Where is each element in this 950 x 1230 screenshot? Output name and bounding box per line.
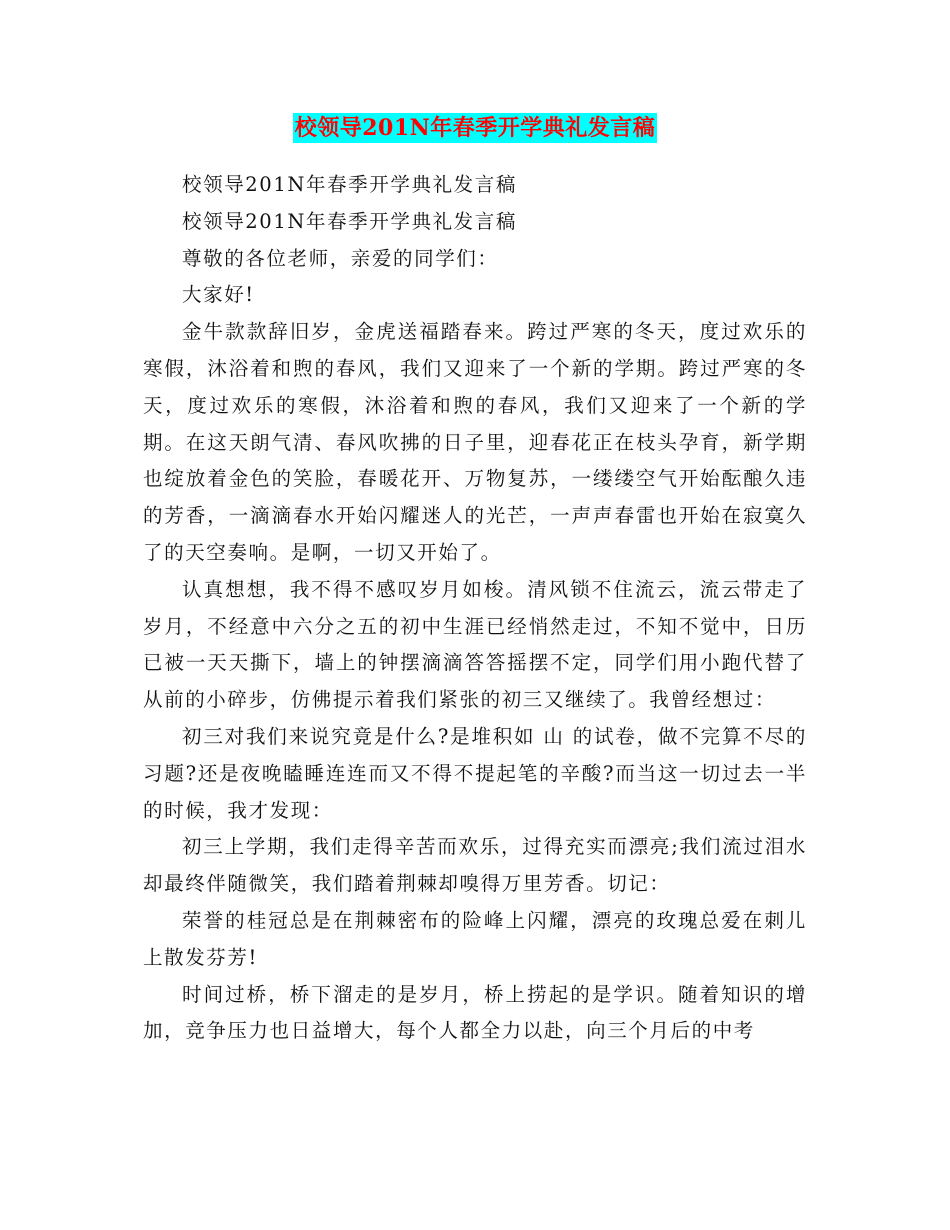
paragraph: 认真想想，我不得不感叹岁月如梭。清风锁不住流云，流云带走了岁月，不经意中六分之五的初中生涯已经悄然走过，不知不觉中，日历已被一天天撕下，墙上的钟摆滴滴答答摇摆不定，同学们用小跑代替了从前的小碎步，仿佛提示着我们紧张的初三又继续了。我曾经想过：	[143, 577, 807, 712]
paragraph: 荣誉的桂冠总是在荆棘密布的险峰上闪耀，漂亮的玫瑰总爱在刺儿上散发芬芳!	[143, 908, 807, 969]
salutation: 尊敬的各位老师，亲爱的同学们：	[182, 246, 499, 270]
paragraph: 时间过桥，桥下溜走的是岁月，桥上捞起的是学识。随着知识的增加，竞争压力也日益增大，每个人都全力以赴，向三个月后的中考	[143, 982, 807, 1043]
paragraph: 校领导201N年春季开学典礼发言稿	[182, 209, 517, 233]
paragraph: 初三上学期，我们走得辛苦而欢乐，过得充实而漂亮;我们流过泪水却最终伴随微笑，我们踏着荆棘却嗅得万里芳香。切记：	[143, 835, 807, 896]
document-title: 校领导201N年春季开学典礼发言稿	[294, 115, 656, 141]
paragraph: 初三对我们来说究竟是什么?是堆积如 山 的试卷，做不完算不尽的习题?还是夜晚瞌睡连连而又不得不提起笔的辛酸?而当这一切过去一半的时候，我才发现：	[143, 724, 807, 822]
title-wrapper	[0, 113, 950, 143]
greeting: 大家好!	[182, 283, 255, 307]
paragraph: 金牛款款辞旧岁，金虎送福踏春来。跨过严寒的冬天，度过欢乐的寒假，沐浴着和煦的春风，我们又迎来了一个新的学期。跨过严寒的冬天，度过欢乐的寒假，沐浴着和煦的春风，我们又迎来了一个新的学期。在这天朗气清、春风吹拂的日子里，迎春花正在枝头孕育，新学期也绽放着金色的笑脸，春暖花开、万物复苏，一缕缕空气开始酝酿久违的芳香，一滴滴春水开始闪耀迷人的光芒，一声声春雷也开始在寂寞久了的天空奏响。是啊，一切又开始了。	[143, 320, 807, 564]
document-body	[143, 167, 807, 1050]
paragraph: 校领导201N年春季开学典礼发言稿	[182, 173, 517, 196]
